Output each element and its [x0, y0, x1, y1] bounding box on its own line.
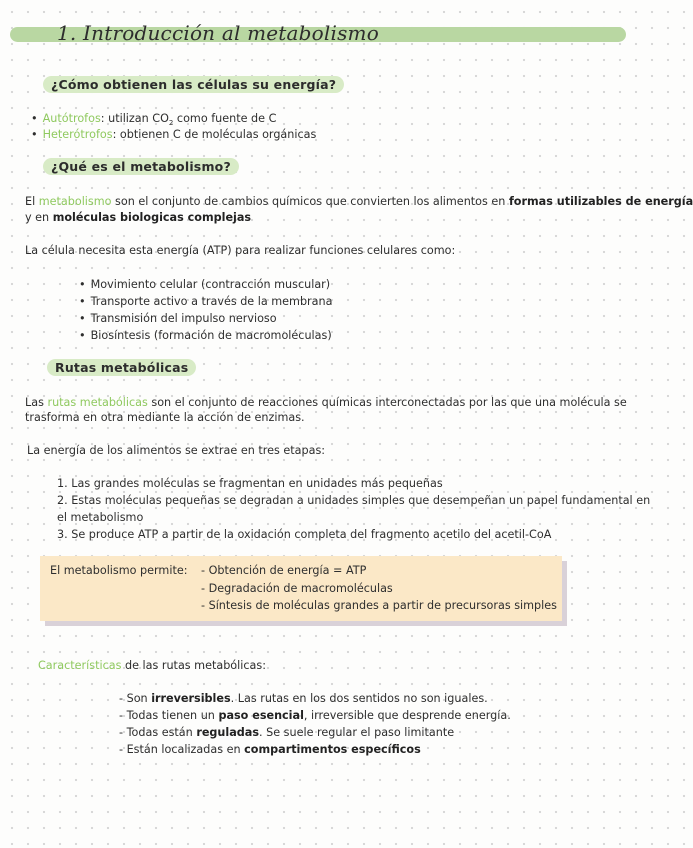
bold-text: compartimentos específicos [244, 743, 421, 756]
text: de las rutas metabólicas: [121, 659, 266, 672]
bold-text: paso esencial [218, 709, 304, 722]
paragraph-definition-line2 [25, 209, 251, 226]
bold-text: formas utilizables de energía [508, 195, 693, 208]
text: son el conjunto de cambios químicos que convierten los alimentos en [111, 195, 509, 208]
summary-box-item: - Degradación de macromoléculas [201, 582, 393, 595]
summary-box-item: - Obtención de energía = ATP [201, 564, 367, 577]
term-heterotrofos: Heterótrofos [42, 128, 113, 141]
term-autotrofos: Autótrofos [42, 112, 101, 125]
term-rutas-metabolicas: rutas metabólicas [47, 396, 148, 409]
paragraph-atp: La célula necesita esta energía (ATP) para realizar funciones celulares como: [25, 244, 456, 257]
stage-item: 3. Se produce ATP a partir de la oxidación completa del fragmento acetilo del acetil-CoA [57, 528, 552, 541]
term-caracteristicas: Características [38, 659, 122, 672]
stage-item: 1. Las grandes moléculas se fragmentan en unidades más pequeñas [57, 477, 443, 490]
text: Las [25, 396, 48, 409]
text: . Se suele regular el paso limitante [259, 726, 455, 739]
list-item [79, 276, 330, 293]
text: - Están localizadas en [119, 743, 245, 756]
page-title: 1. Introducción al metabolismo [57, 21, 379, 45]
text: : obtienen C de moléculas orgánicas [112, 128, 317, 141]
text: - Todas tienen un [119, 709, 219, 722]
text: Transporte activo a través de la membrana [90, 295, 333, 308]
paragraph-definition-line1 [25, 193, 693, 210]
stage-item: 2. Estas moléculas pequeñas se degradan a unidades simples que desempeñan un papel fundamental en [57, 494, 651, 507]
summary-box-item: - Síntesis de moléculas grandes a partir de precursoras simples [201, 599, 557, 612]
term-metabolismo: metabolismo [38, 195, 112, 208]
characteristic-item [119, 690, 488, 707]
subscript: 2 [168, 119, 174, 128]
list-item-heterotrofos [31, 126, 316, 143]
characteristics-heading [38, 657, 266, 674]
characteristic-item [119, 741, 421, 758]
text: Biosíntesis (formación de macromoléculas) [90, 329, 332, 342]
text: y en [25, 211, 53, 224]
text: Transmisión del impulso nervioso [90, 312, 277, 325]
section-heading-energy: ¿Cómo obtienen las células su energía? [43, 76, 344, 93]
list-item [79, 293, 332, 310]
section-heading-metabolism: ¿Qué es el metabolismo? [43, 158, 239, 175]
text: Movimiento celular (contracción muscular) [90, 278, 331, 291]
paragraph-routes-line2: trasforma en otra mediante la acción de enzimas. [25, 411, 305, 424]
section-heading-routes: Rutas metabólicas [47, 359, 196, 376]
text: son el conjunto de reacciones químicas interconectadas por las que una molécula se [147, 396, 627, 409]
bold-text: reguladas [196, 726, 259, 739]
list-item [79, 327, 332, 344]
stage-item-continuation: el metabolismo [57, 511, 144, 524]
summary-box-label: El metabolismo permite: [50, 564, 188, 577]
characteristic-item [119, 707, 511, 724]
list-item [79, 310, 277, 327]
characteristic-item [119, 724, 454, 741]
text: como fuente de C [173, 112, 277, 125]
bold-text: moléculas biologicas complejas [52, 211, 252, 224]
text: , irreversible que desprende energía. [303, 709, 511, 722]
bold-text: irreversibles [151, 692, 231, 705]
text: . Las rutas en los dos sentidos no son iguales. [230, 692, 488, 705]
text: - Son [119, 692, 152, 705]
text: : utilizan CO [100, 112, 169, 125]
paragraph-stages-intro: La energía de los alimentos se extrae en tres etapas: [27, 444, 326, 457]
text: El [25, 195, 39, 208]
text: - Todas están [119, 726, 197, 739]
